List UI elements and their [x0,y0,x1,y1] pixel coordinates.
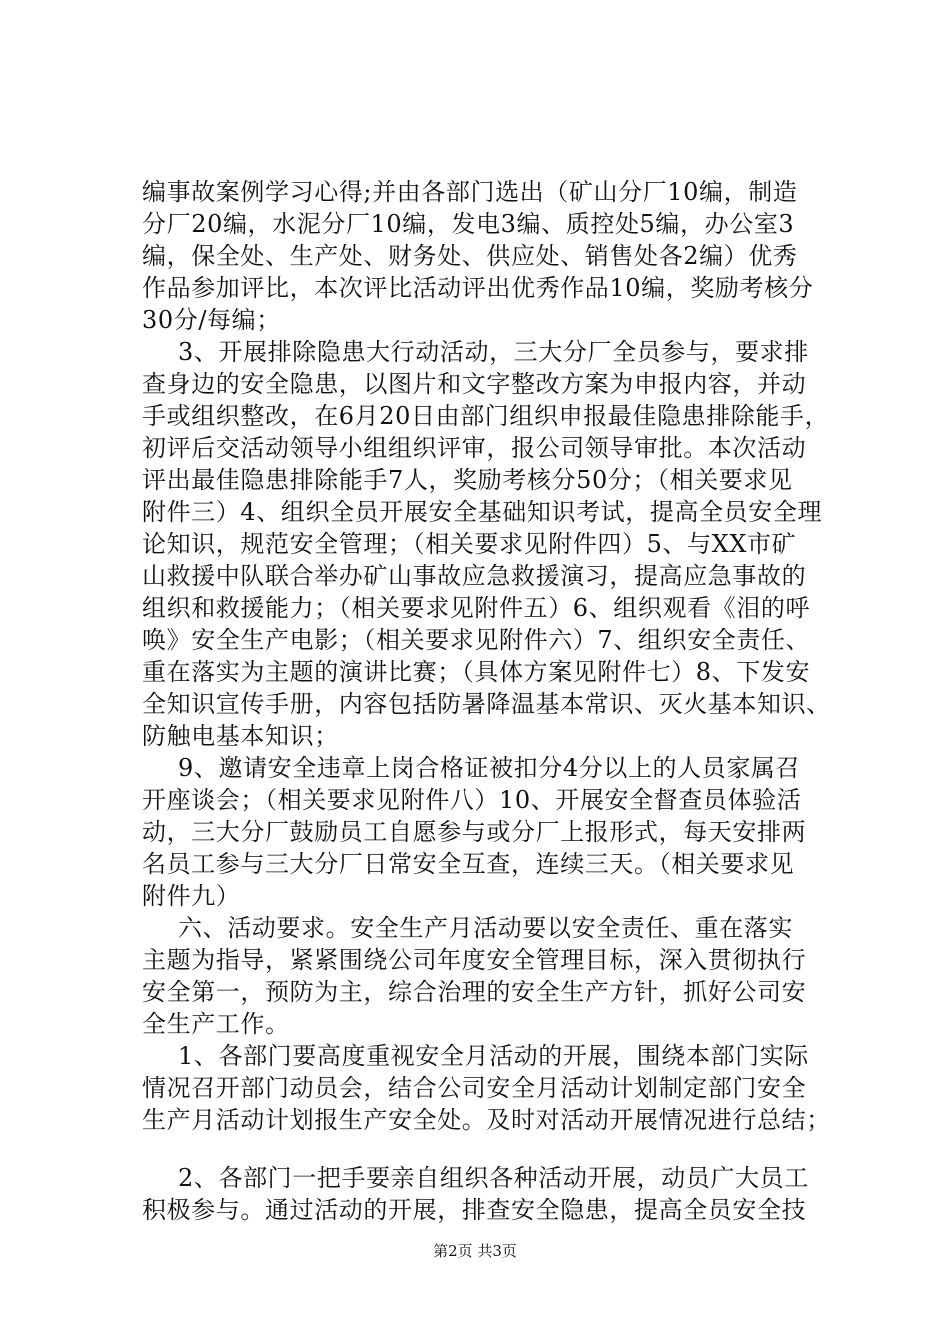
text-line: 2、各部门一把手要亲自组织各种活动开展，动员广大员工 [178,1164,809,1192]
text-line: 作品参加评比，本次评比活动评出优秀作品10编，奖励考核分 [142,274,814,302]
text-line: 全生产工作。 [142,1010,290,1038]
text-line: 评出最佳隐患排除能手7人，奖励考核分50分；（相关要求见 [142,466,793,494]
text-line: 编事故案例学习心得;并由各部门选出（矿山分厂10编，制造 [142,178,798,206]
text-line: 附件三）4、组织全员开展安全基础知识考试，提高全员安全理 [142,498,823,526]
text-line: 分厂20编，水泥分厂10编，发电3编、质控处5编，办公室3 [142,210,795,238]
text-line: 唤》安全生产电影；（相关要求见附件六）7、组织安全责任、 [142,626,811,654]
text-line: 附件九） [142,882,241,910]
text-line: 论知识，规范安全管理；（相关要求见附件四）5、与XX市矿 [142,530,797,558]
text-line: 生产月活动计划报生产安全处。及时对活动开展情况进行总结； [142,1106,831,1134]
text-line: 主题为指导，紧紧围绕公司年度安全管理目标，深入贯彻执行 [142,946,807,974]
text-line: 防触电基本知识； [142,722,339,750]
text-line: 安全第一，预防为主，综合治理的安全生产方针，抓好公司安 [142,978,807,1006]
text-line: 组织和救援能力；（相关要求见附件五）6、组织观看《泪的呼 [142,594,811,622]
text-line: 全知识宣传手册，内容包括防暑降温基本常识、灭火基本知识、 [142,690,831,718]
text-line: 1、各部门要高度重视安全月活动的开展，围绕本部门实际 [178,1042,809,1070]
text-line: 编，保全处、生产处、财务处、供应处、销售处各2编）优秀 [142,242,798,270]
text-line: 名员工参与三大分厂日常安全互查，连续三天。（相关要求见 [142,850,795,878]
text-line: 六、活动要求。安全生产月活动要以安全责任、重在落实 [178,914,793,942]
text-line: 手或组织整改，在6月20日由部门组织申报最佳隐患排除能手， [142,402,830,430]
text-line: 查身边的安全隐患，以图片和文字整改方案为申报内容，并动 [142,370,807,398]
text-line: 初评后交活动领导小组组织评审，报公司领导审批。本次活动 [142,434,807,462]
text-line: 积极参与。通过活动的开展，排查安全隐患，提高全员安全技 [142,1196,807,1224]
page-number-footer: 第2页 共3页 [433,1242,517,1260]
text-line: 重在落实为主题的演讲比赛；（具体方案见附件七）8、下发安 [142,658,811,686]
text-line: 30分/每编； [142,306,281,334]
text-line: 情况召开部门动员会，结合公司安全月活动计划制定部门安全 [142,1074,807,1102]
text-line: 9、邀请安全违章上岗合格证被扣分4分以上的人员家属召 [178,754,801,782]
text-line: 开座谈会；（相关要求见附件八）10、开展安全督查员体验活 [142,786,802,814]
text-line: 动，三大分厂鼓励员工自愿参与或分厂上报形式，每天安排两 [142,818,807,846]
text-line: 3、开展排除隐患大行动活动，三大分厂全员参与，要求排 [178,338,809,366]
text-line: 山救援中队联合举办矿山事故应急救援演习，提高应急事故的 [142,562,807,590]
